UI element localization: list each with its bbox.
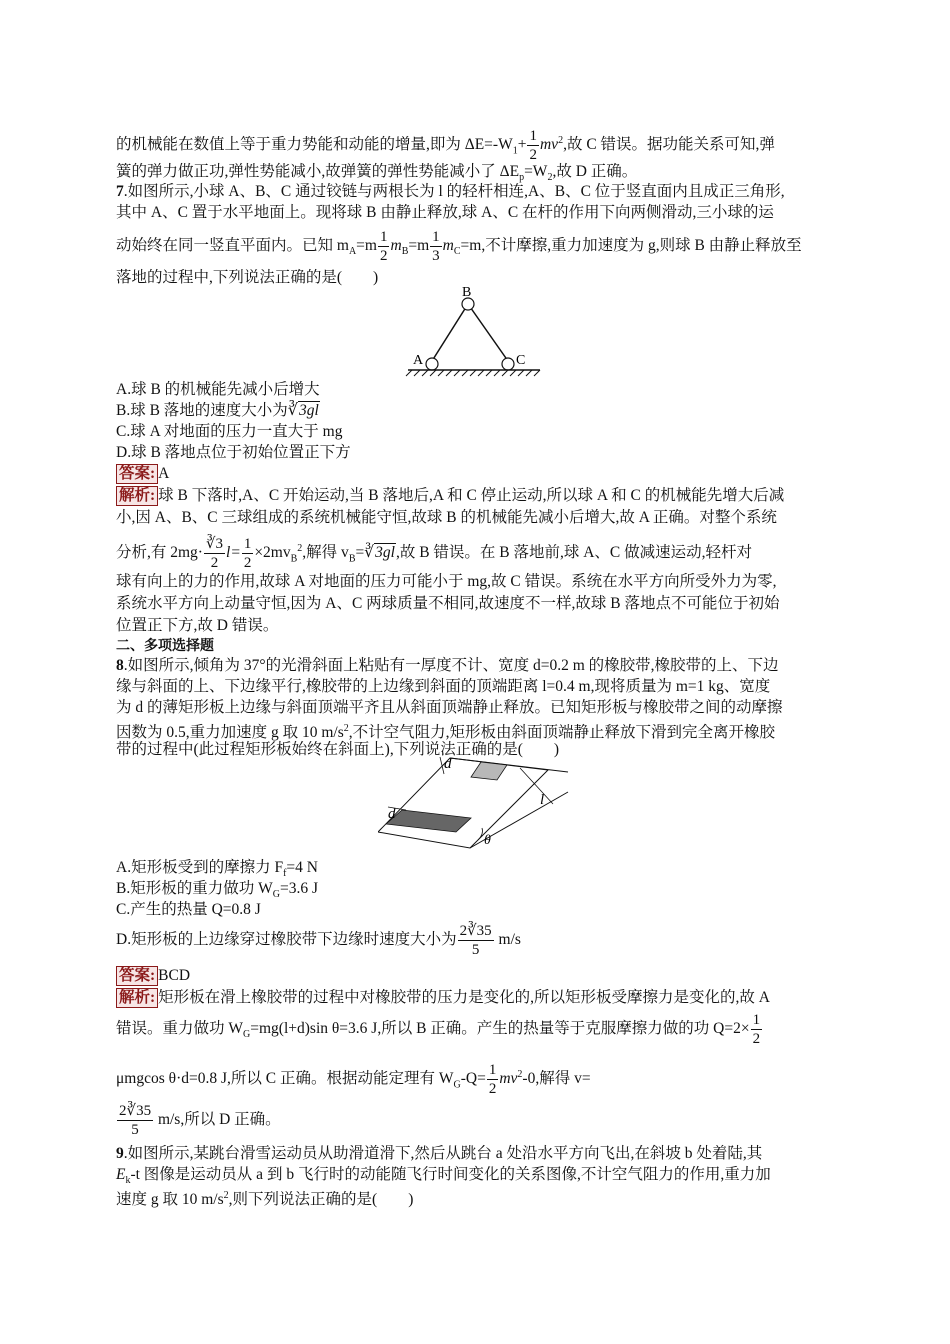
- label-d-left: d: [388, 806, 396, 822]
- q8-line-4: 因数为 0.5,重力加速度 g 取 10 $m/s^2$,不计空气阻力,矩形板由斜面顶端静止释放下滑到完全离开橡胶: [116, 723, 776, 742]
- prev-line-2: 簧的弹力做正功,弹性势能减小,故弹簧的弹性势能减小了 $\Delta E_p=W_2$,故 D 正确。: [116, 163, 638, 184]
- label-theta: θ: [484, 833, 491, 848]
- label-a: A: [413, 353, 424, 368]
- q7-option-b: B.球 B 落地的速度大小为∛3gl: [116, 402, 319, 419]
- q7-option-a: A.球 B 的机械能先减小后增大: [116, 381, 320, 398]
- q7-analysis-4: 球有向上的力的作用,故球 A 对地面的压力可能小于 mg,故 C 错误。系统在水平方向所受外力为零,: [116, 573, 777, 590]
- prev-line-1: 的机械能在数值上等于重力势能和动能的增量,即为 $\Delta E=-W_1+$ $\frac{1}{2}$ $mv^2$,故 C 错误。据功能关系可知,弹: [116, 128, 775, 164]
- q7-analysis-3: 分析,有 2mg· $\frac{∛3}{2}$ l= $\frac{1}{2}$ $\times 2mv_B^2$,解得 $v_B=∛3gl$,故 B 错误。在 B 落地前,球 A、C 做减速运动,轻杆对: [116, 536, 753, 572]
- analysis-tag: 解析:: [116, 988, 158, 1008]
- ball-c: [502, 358, 514, 370]
- q8-option-a: A.矩形板受到的摩擦力 $F_f=4$ N: [116, 859, 318, 880]
- q8-option-d: D.矩形板的上边缘穿过橡胶带下边缘时速度大小为 $\frac{2∛35}{5}$ m/s: [116, 922, 521, 958]
- q8-answer: 答案: BCD: [116, 966, 832, 986]
- q8-analysis-2: 错误。重力做功 $W_G=mg(l+d)\sin$ θ=3.6 J,所以 B 正确。产生的热量等于克服摩擦力做的功 Q=2× $\frac{1}{2}$: [116, 1011, 761, 1047]
- q7-analysis-1: 解析: 球 B 下落时,A、C 开始运动,当 B 落地后,A 和 C 停止运动,所以球 A 和 C 的机械能先增大后减: [116, 486, 832, 506]
- q8-line-5: 带的过程中(此过程矩形板始终在斜面上),下列说法正确的是( ): [116, 741, 560, 758]
- label-b: B: [462, 285, 472, 300]
- label-l: l: [540, 792, 545, 808]
- q8-line-1: 8.如图所示,倾角为 37°的光滑斜面上粘贴有一厚度不计、宽度 d=0.2 m 的橡胶带,橡胶带的上、下边: [116, 657, 779, 674]
- q7-analysis-5: 系统水平方向上动量守恒,因为 A、C 两球质量不相同,故速度不一样,故球 B 落地点不可能位于初始: [116, 595, 780, 612]
- q7-analysis-6: 位置正下方,故 D 错误。: [116, 617, 279, 634]
- q9-line-1: 9.如图所示,某跳台滑雪运动员从助滑道滑下,然后从跳台 a 处沿水平方向飞出,在斜坡 b 处着陆,其: [116, 1145, 763, 1162]
- q8-option-c: C.产生的热量 Q=0.8 J: [116, 901, 261, 918]
- answer-tag: 答案:: [116, 966, 158, 986]
- label-c: C: [516, 353, 526, 368]
- q8-analysis-3: μmgcos θ·d=0.8 J,所以 C 正确。根据动能定理有 $W_G-Q=$ $\frac{1}{2}$ $mv^2-0$,解得 v=: [116, 1062, 591, 1098]
- fraction: $\frac{1}{2}$: [529, 128, 537, 164]
- q7-analysis-2: 小,因 A、B、C 三球组成的系统机械能守恒,故球 B 的机械能先减小后增大,故 A 正确。对整个系统: [116, 509, 777, 526]
- answer-tag: 答案:: [116, 464, 158, 484]
- section-title: 二、多项选择题: [116, 638, 214, 654]
- q7-line-1: 7.如图所示,小球 A、B、C 通过铰链与两根长为 l 的轻杆相连,A、B、C 位于竖直面内且成正三角形,: [116, 183, 785, 200]
- q7-line-2: 其中 A、C 置于水平地面上。现将球 B 由静止释放,球 A、C 在杆的作用下向两侧滑动,三小球的运: [116, 204, 774, 221]
- q8-analysis-4: $\frac{2∛35}{5}$ m/s,所以 D 正确。: [119, 1102, 281, 1138]
- q8-analysis-1: 解析: 矩形板在滑上橡胶带的过程中对橡胶带的压力是变化的,所以矩形板受摩擦力是变化的,故 A: [116, 988, 832, 1008]
- triangle-figure: [400, 284, 550, 380]
- q9-line-3: 速度 g 取 10 $m/s^2$,则下列说法正确的是( ): [116, 1190, 414, 1209]
- analysis-tag: 解析:: [116, 486, 158, 506]
- q7-option-d: D.球 B 落地点位于初始位置正下方: [116, 444, 351, 461]
- q7-line-4: 落地的过程中,下列说法正确的是( ): [116, 269, 379, 286]
- q7-answer: 答案: A: [116, 464, 832, 484]
- q8-option-b: B.矩形板的重力做功 $W_G=3.6$ J: [116, 880, 318, 901]
- label-d-top: d: [444, 756, 452, 772]
- incline-figure: [378, 752, 574, 850]
- q8-line-2: 缘与斜面的上、下边缘平行,橡胶带的上边缘到斜面的顶端距离 l=0.4 m,现将质量为 m=1 kg、宽度: [116, 678, 771, 695]
- q7-line-3: 动始终在同一竖直平面内。已知 $m_A=m$ $\frac{1}{2}$ $m_B=m$ $\frac{1}{3}$ $m_C=m$,不计摩擦,重力加速度为 g,则球 B 由静止释放至: [116, 229, 802, 264]
- q8-line-3: 为 d 的薄矩形板上边缘与斜面顶端平齐且从斜面顶端静止释放。已知矩形板与橡胶带之间的动摩擦: [116, 699, 783, 716]
- q7-option-c: C.球 A 对地面的压力一直大于 mg: [116, 423, 343, 440]
- ball-a: [426, 358, 438, 370]
- q9-line-2: $E_k-t$ 图像是运动员从 a 到 b 飞行时的动能随飞行时间变化的关系图像,不计空气阻力的作用,重力加: [116, 1166, 771, 1187]
